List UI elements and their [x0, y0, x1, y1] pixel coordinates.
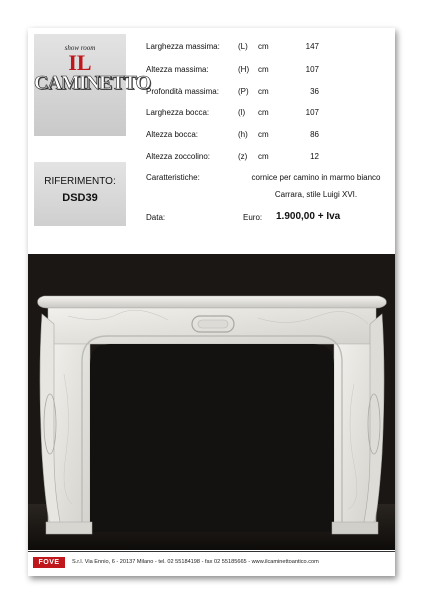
- spec-value: 107: [305, 108, 319, 117]
- spec-label: Altezza zoccolino:: [146, 152, 211, 161]
- spec-unit: cm: [258, 152, 269, 161]
- product-sheet: [28, 28, 395, 576]
- fireplace-image: [28, 254, 395, 550]
- logo-article: IL: [68, 50, 92, 75]
- firebox-opening: [90, 344, 334, 532]
- spec-label: Larghezza massima:: [146, 42, 220, 51]
- logo-tagline: show room: [64, 44, 96, 52]
- reference-code: DSD39: [62, 192, 98, 204]
- right-plinth: [332, 522, 378, 534]
- cartouche-inner: [198, 320, 228, 328]
- product-photo: [28, 254, 395, 550]
- spec-unit: cm: [258, 42, 269, 51]
- spec-value: 86: [310, 130, 319, 139]
- footer-contact: S.r.l. Via Ennio, 6 - 20137 Milano - tel. 02 55184198 - fax 02 55185665 - www.ilcaminettoantico.com: [72, 559, 319, 565]
- spec-value: 12: [310, 152, 319, 161]
- spec-symbol: (z): [238, 152, 248, 161]
- reference-label: RIFERIMENTO:: [44, 176, 116, 187]
- characteristics-label: Caratteristiche:: [146, 173, 200, 182]
- spec-label: Larghezza bocca:: [146, 108, 210, 117]
- reference-box: [34, 162, 126, 226]
- price-value: 1.900,00 + Iva: [276, 211, 341, 222]
- spec-unit: cm: [258, 87, 269, 96]
- footer-divider: [28, 551, 395, 552]
- logo-name: CAMINETTO: [34, 72, 151, 94]
- logo: [34, 34, 151, 136]
- spec-value: 107: [305, 65, 319, 74]
- spec-label: Altezza massima:: [146, 65, 209, 74]
- spec-unit: cm: [258, 130, 269, 139]
- date-label: Data:: [146, 213, 166, 222]
- footer: [28, 551, 395, 576]
- currency-label: Euro:: [243, 213, 263, 222]
- spec-value: 36: [310, 87, 319, 96]
- spec-label: Altezza bocca:: [146, 130, 199, 139]
- characteristics-value: cornice per camino in marmo bianco Carrara, stile Luigi XVI.: [251, 173, 381, 199]
- mantel-shelf: [38, 296, 387, 308]
- spec-label: Profondità massima:: [146, 87, 219, 96]
- left-plinth: [46, 522, 92, 534]
- spec-symbol: (P): [238, 87, 249, 96]
- spec-unit: cm: [258, 108, 269, 117]
- brand-logo: FOVE: [33, 557, 65, 568]
- spec-value: 147: [305, 42, 319, 51]
- spec-unit: cm: [258, 65, 269, 74]
- spec-symbol: (L): [238, 42, 248, 51]
- spec-symbol: (l): [238, 108, 246, 117]
- spec-symbol: (h): [238, 130, 248, 139]
- spec-symbol: (H): [238, 65, 250, 74]
